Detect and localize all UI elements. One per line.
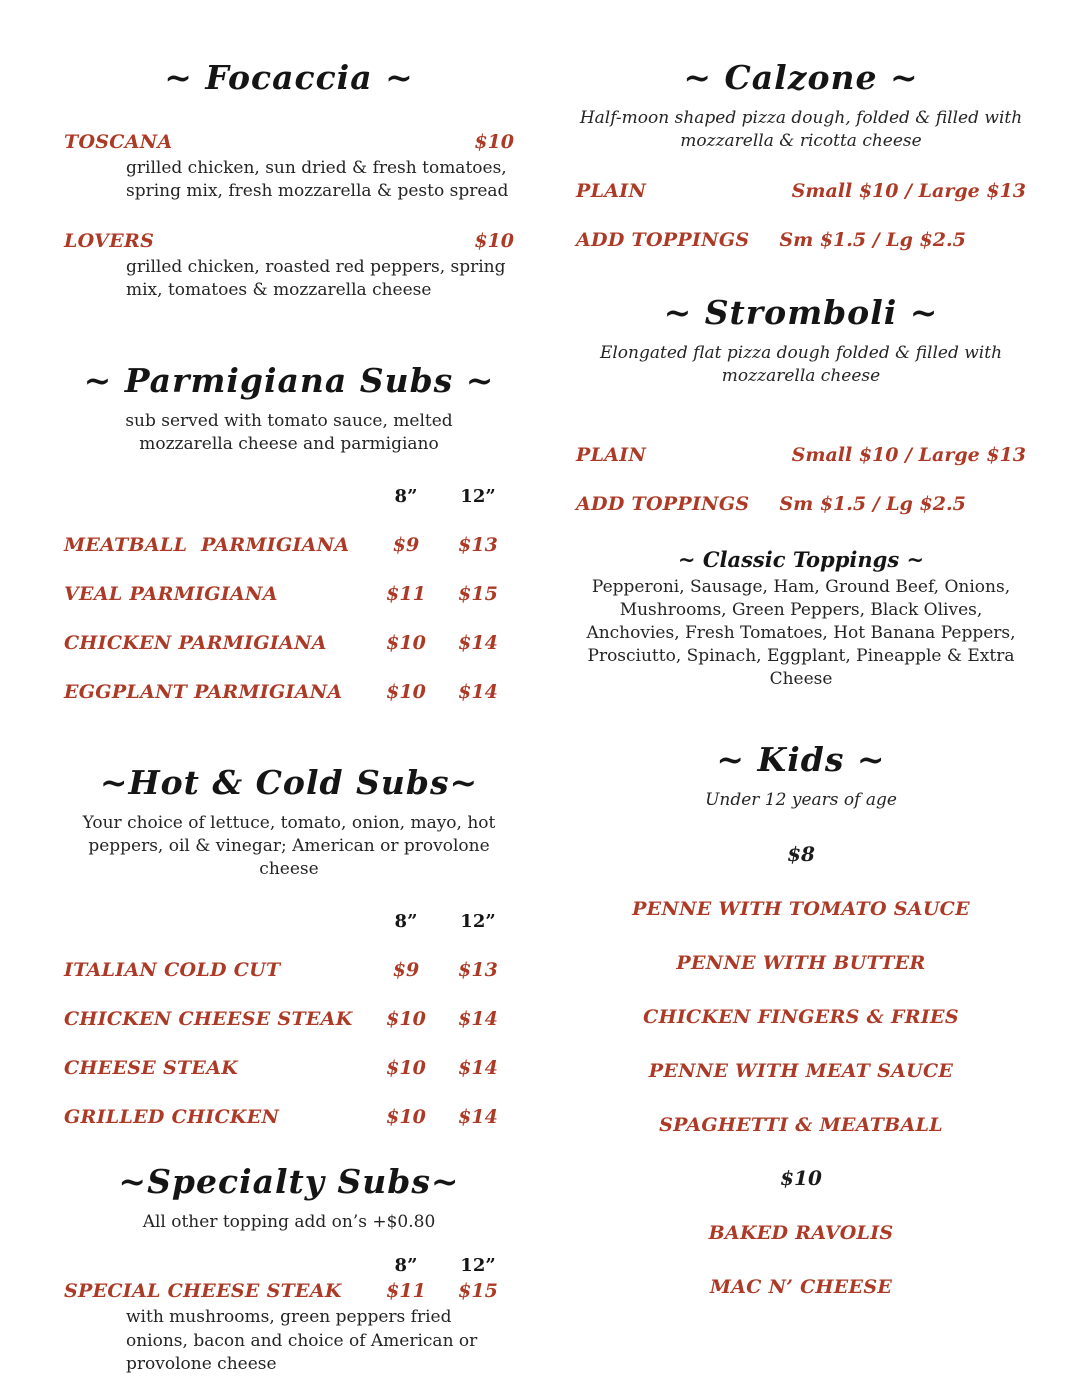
size-header-8: 8” [394, 485, 418, 507]
specialty-note: All other topping add on’s +$0.80 [142, 1211, 436, 1232]
kids-item: MAC N’ CHEESE [709, 1276, 893, 1299]
size-header-12: 12” [460, 1255, 496, 1277]
kids-title: ~ Kids ~ [716, 740, 886, 780]
kids-subtitle: Under 12 years of age [705, 790, 897, 811]
section-specialty-subs [64, 1162, 514, 1377]
size-header-8: 8” [394, 1255, 418, 1277]
price-8: $10 [386, 1105, 426, 1128]
menu-item [64, 230, 514, 303]
item-name: GRILLED CHICKEN [64, 1105, 280, 1128]
left-column [64, 58, 514, 1398]
parmigiana-price-table [64, 486, 514, 703]
table-row [64, 959, 514, 981]
item-name: CHICKEN PARMIGIANA [64, 631, 327, 654]
price-12: $14 [458, 631, 498, 654]
item-price: $10 [474, 229, 514, 252]
kids-item: BAKED RAVOLIS [708, 1222, 894, 1245]
item-name: MEATBALL PARMIGIANA [64, 533, 350, 556]
hot-cold-title: ~Hot & Cold Subs~ [99, 762, 479, 802]
kids-item: PENNE WITH BUTTER [676, 952, 926, 975]
item-price: Small $10 / Large $13 [791, 179, 1026, 202]
parmigiana-title: ~ Parmigiana Subs ~ [83, 360, 495, 400]
menu-item [64, 131, 514, 204]
right-column [576, 58, 1026, 1398]
price-8: $9 [392, 958, 420, 981]
table-row [64, 681, 514, 703]
table-row [64, 534, 514, 556]
specialty-price-table [64, 1255, 514, 1376]
price-8: $11 [386, 1280, 426, 1303]
price-8: $9 [392, 533, 420, 556]
stromboli-title: ~ Stromboli ~ [663, 292, 939, 332]
size-header-12: 12” [460, 910, 496, 932]
price-12: $15 [458, 1280, 498, 1303]
table-row [64, 1106, 514, 1128]
menu-item-row [576, 180, 1026, 202]
item-name: SPECIAL CHEESE STEAK [64, 1280, 342, 1303]
item-name: EGGPLANT PARMIGIANA [64, 680, 343, 703]
table-row [64, 632, 514, 654]
hot-cold-subtitle: Your choice of lettuce, tomato, onion, mayo, hot peppers, oil & vinegar; American or provolone cheese [82, 812, 496, 879]
kids-price-8: $8 [787, 842, 815, 867]
table-row [64, 1008, 514, 1030]
item-name: TOSCANA [64, 131, 173, 153]
price-12: $15 [458, 582, 498, 605]
price-12: $14 [458, 680, 498, 703]
item-description: with mushrooms, green peppers fried onions, bacon and choice of American or provolone cheese [126, 1307, 478, 1375]
price-8: $10 [386, 631, 426, 654]
section-focaccia [64, 58, 514, 303]
price-12: $14 [458, 1007, 498, 1030]
kids-price-10: $10 [780, 1166, 822, 1191]
item-name: PLAIN [576, 179, 647, 202]
price-12: $14 [458, 1056, 498, 1079]
item-name: ADD TOPPINGS [576, 228, 750, 251]
calzone-subtitle: Half-moon shaped pizza dough, folded & filled with mozzarella & ricotta cheese [579, 108, 1023, 151]
item-name: VEAL PARMIGIANA [64, 582, 278, 605]
item-description: grilled chicken, roasted red peppers, spring mix, tomatoes & mozzarella cheese [126, 256, 506, 301]
menu-item-row [576, 444, 1026, 466]
item-price: $10 [474, 131, 514, 153]
item-price: Small $10 / Large $13 [791, 443, 1026, 466]
focaccia-title: ~ Focaccia ~ [164, 58, 414, 97]
price-12: $13 [458, 958, 498, 981]
table-row [64, 1280, 514, 1302]
item-name: PLAIN [576, 443, 647, 466]
size-header-row [64, 1255, 514, 1276]
specialty-title: ~Specialty Subs~ [118, 1161, 460, 1201]
size-header-row [64, 486, 514, 507]
classic-toppings-list: Pepperoni, Sausage, Ham, Ground Beef, Onions, Mushrooms, Green Peppers, Black Olives, Anchovies, Fresh Tomatoes, Hot Banana Peppers, Prosciutto, Spinach, Eggplant, Pineapple & Extra Cheese [586, 576, 1016, 689]
item-name: CHICKEN CHEESE STEAK [64, 1007, 353, 1030]
item-name: LOVERS [64, 229, 155, 252]
kids-item: PENNE WITH MEAT SAUCE [648, 1060, 954, 1083]
section-parmigiana-subs [64, 361, 514, 703]
section-calzone [576, 58, 1026, 251]
price-8: $10 [386, 1056, 426, 1079]
table-row [64, 583, 514, 605]
size-header-8: 8” [394, 910, 418, 932]
item-price: Sm $1.5 / Lg $2.5 [779, 228, 966, 251]
menu-item-row [576, 493, 1026, 515]
parmigiana-subtitle: sub served with tomato sauce, melted mozzarella cheese and parmigiano [125, 410, 453, 454]
item-description: grilled chicken, sun dried & fresh tomatoes, spring mix, fresh mozzarella & pesto spread [126, 158, 509, 202]
price-12: $13 [458, 533, 498, 556]
price-8: $10 [386, 680, 426, 703]
menu-item-row [576, 229, 1026, 251]
item-name: CHEESE STEAK [64, 1056, 239, 1079]
price-8: $11 [386, 582, 426, 605]
section-stromboli [576, 293, 1026, 515]
item-price: Sm $1.5 / Lg $2.5 [779, 492, 966, 515]
kids-item: SPAGHETTI & MEATBALL [659, 1114, 943, 1137]
section-hot-cold-subs [64, 763, 514, 1128]
price-8: $10 [386, 1007, 426, 1030]
hot-cold-price-table [64, 911, 514, 1128]
kids-item: CHICKEN FINGERS & FRIES [643, 1006, 959, 1029]
kids-item: PENNE WITH TOMATO SAUCE [632, 898, 970, 921]
calzone-title: ~ Calzone ~ [683, 58, 919, 97]
section-kids [576, 740, 1026, 1298]
item-name: ADD TOPPINGS [576, 492, 750, 515]
classic-toppings-title: ~ Classic Toppings ~ [677, 546, 925, 572]
size-header-12: 12” [460, 485, 496, 507]
price-12: $14 [458, 1105, 498, 1128]
size-header-row [64, 911, 514, 932]
section-classic-toppings [576, 547, 1026, 691]
item-name: ITALIAN COLD CUT [64, 958, 281, 981]
table-row [64, 1057, 514, 1079]
stromboli-subtitle: Elongated flat pizza dough folded & filled with mozzarella cheese [599, 342, 1003, 386]
